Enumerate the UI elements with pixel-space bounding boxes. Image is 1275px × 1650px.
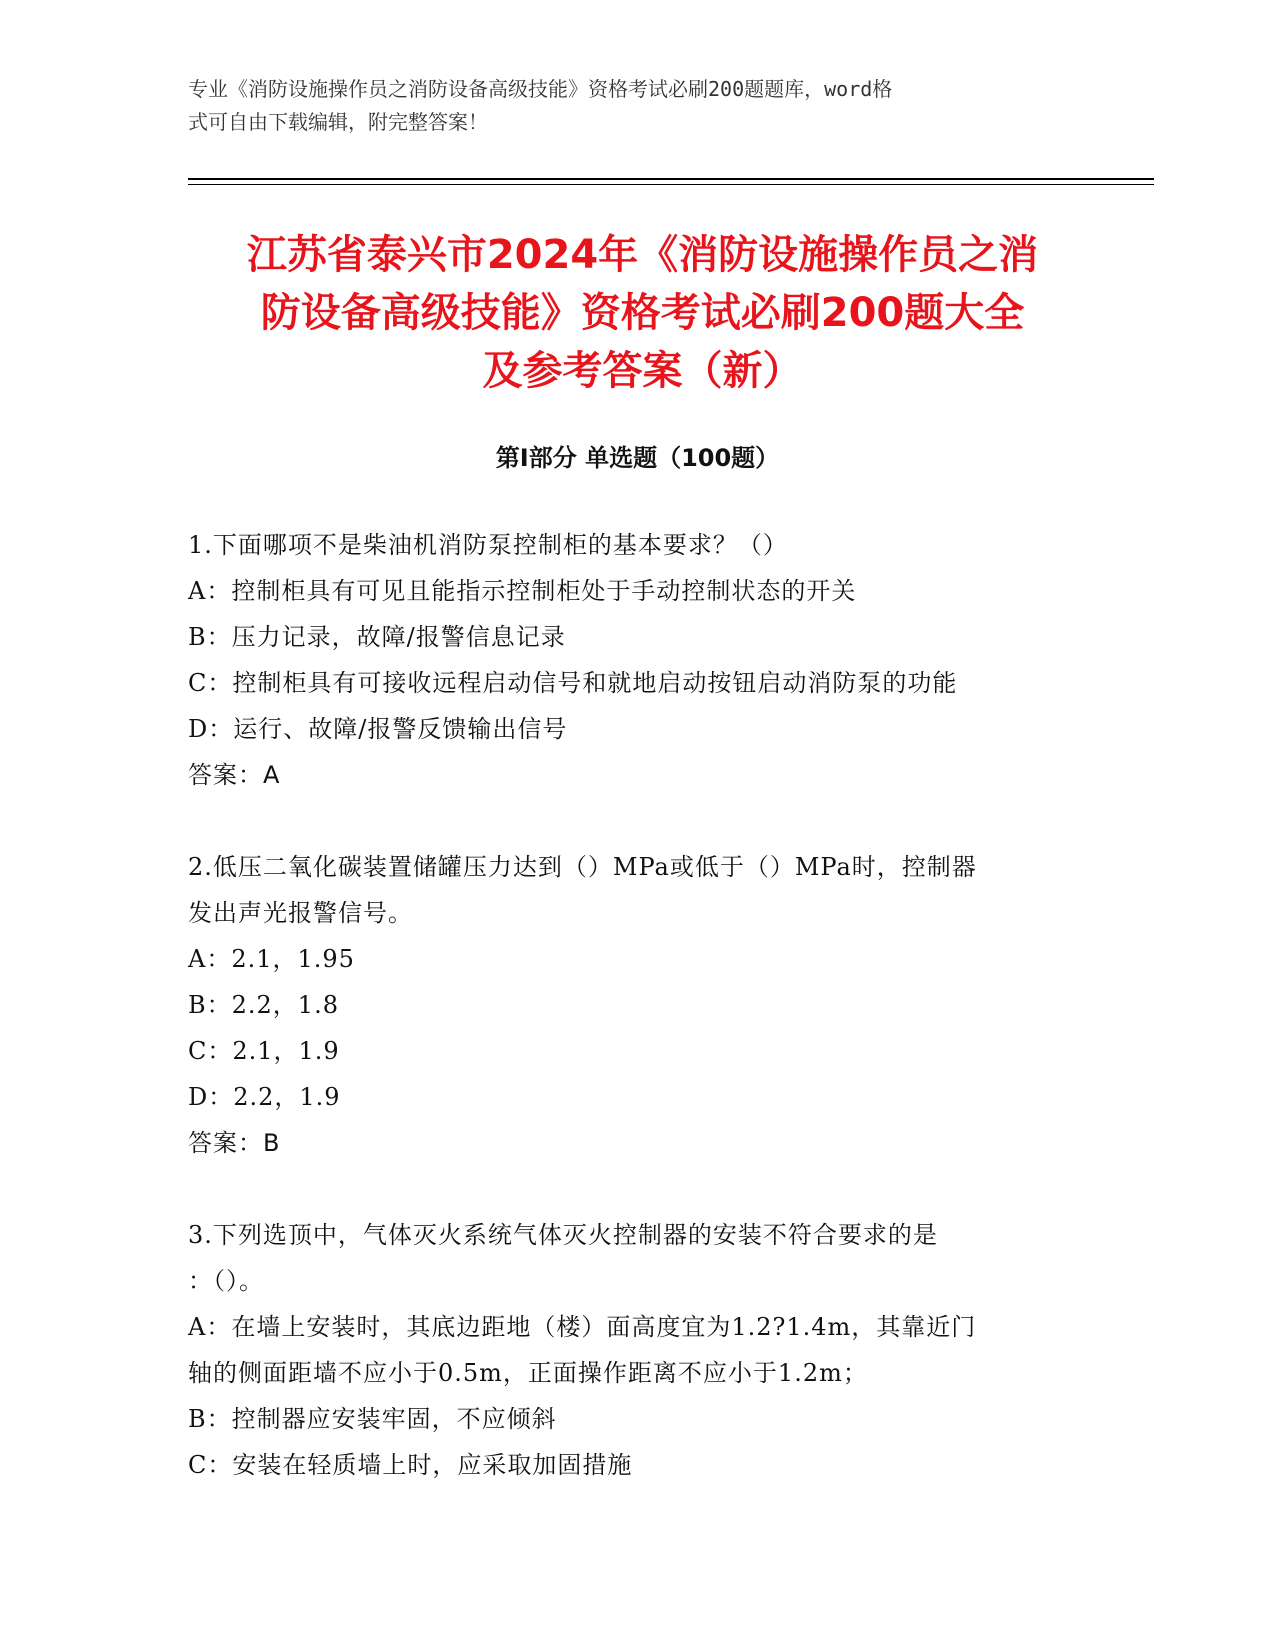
question-item (188, 522, 1088, 798)
header-divider-thick (188, 178, 1154, 180)
title-line-3: 及参考答案（新） (482, 348, 803, 394)
question-option: B：控制器应安装牢固，不应倾斜 (188, 1405, 557, 1433)
document-header (188, 73, 1068, 139)
question-option: D：2.2，1.9 (188, 1083, 341, 1111)
question-option: A：在墙上安装时，其底边距地（楼）面高度宜为1.2?1.4m，其靠近门 (188, 1313, 977, 1341)
title-line-1: 江苏省泰兴市2024年《消防设施操作员之消 (246, 232, 1039, 278)
question-option: C：安装在轻质墙上时，应采取加固措施 (188, 1451, 633, 1479)
question-option: A：控制柜具有可见且能指示控制柜处于手动控制状态的开关 (188, 577, 857, 605)
question-option: C：2.1，1.9 (188, 1037, 340, 1065)
question-item (188, 844, 1088, 1166)
question-option: A：2.1，1.95 (188, 945, 355, 973)
question-option: D：运行、故障/报警反馈输出信号 (188, 715, 568, 743)
question-option: B：2.2，1.8 (188, 991, 339, 1019)
document-title (180, 226, 1105, 400)
header-line-1: 专业《消防设施操作员之消防设备高级技能》资格考试必刷200题题库，word格 (188, 77, 893, 101)
question-answer: 答案：A (188, 761, 281, 789)
question-stem: 2.低压二氧化碳装置储罐压力达到（）MPa或低于（）MPa时，控制器 (188, 853, 977, 881)
question-option-continued: 轴的侧面距墙不应小于0.5m，正面操作距离不应小于1.2m； (188, 1359, 868, 1387)
question-stem-continued: 发出声光报警信号。 (188, 899, 413, 927)
question-answer: 答案：B (188, 1129, 281, 1157)
question-stem: 3.下列选顶中，气体灭火系统气体灭火控制器的安装不符合要求的是 (188, 1221, 938, 1249)
title-line-2: 防设备高级技能》资格考试必刷200题大全 (260, 290, 1025, 336)
question-stem: 1.下面哪项不是柴油机消防泵控制柜的基本要求？（） (188, 531, 788, 559)
question-list (188, 522, 1088, 1534)
section-heading: 第Ⅰ部分 单选题（100题） (495, 444, 780, 472)
header-divider-thin (188, 184, 1154, 185)
question-stem-continued: ：（）。 (188, 1267, 264, 1295)
question-item (188, 1212, 1088, 1488)
question-option: C：控制柜具有可接收远程启动信号和就地启动按钮启动消防泵的功能 (188, 669, 958, 697)
header-line-2: 式可自由下载编辑，附完整答案！ (188, 110, 488, 134)
question-option: B：压力记录，故障/报警信息记录 (188, 623, 566, 651)
